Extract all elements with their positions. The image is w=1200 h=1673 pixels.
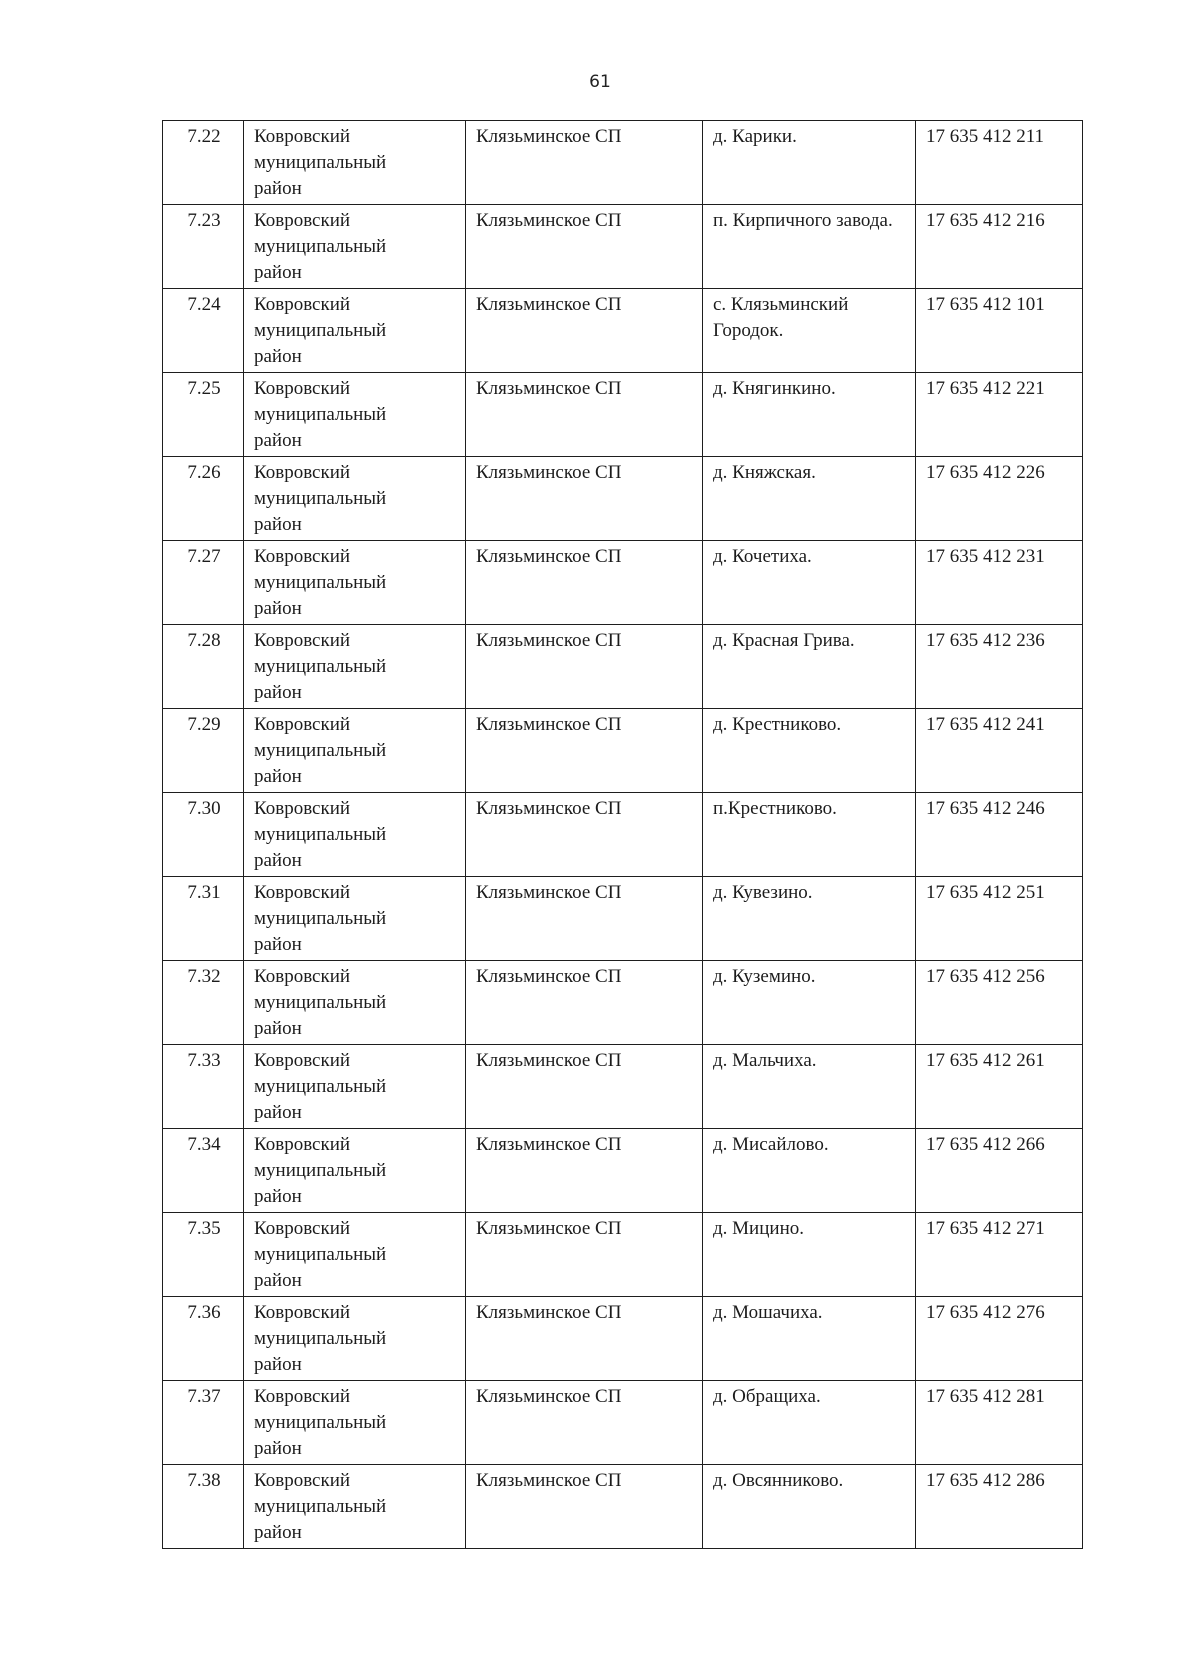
settlement-cell: Клязьминское СП <box>466 961 703 1045</box>
district-line: Ковровский <box>254 1134 351 1155</box>
district-cell <box>244 289 466 373</box>
district-cell <box>244 961 466 1045</box>
settlement-cell: Клязьминское СП <box>466 625 703 709</box>
district-line: Ковровский <box>254 294 351 315</box>
row-number-cell: 7.22 <box>163 121 244 205</box>
table-row <box>163 373 1083 457</box>
table-row <box>163 289 1083 373</box>
district-cell <box>244 793 466 877</box>
district-line: муниципальный <box>254 740 387 761</box>
district-line: район <box>254 430 302 451</box>
table-row <box>163 877 1083 961</box>
row-number-cell: 7.38 <box>163 1465 244 1549</box>
locality-cell: д. Мисайлово. <box>703 1129 916 1213</box>
district-cell <box>244 625 466 709</box>
district-line: Ковровский <box>254 1050 351 1071</box>
district-line: муниципальный <box>254 992 387 1013</box>
district-line: район <box>254 1018 302 1039</box>
district-cell <box>244 457 466 541</box>
locality-cell: д. Кувезино. <box>703 877 916 961</box>
okato-code-cell: 17 635 412 236 <box>916 625 1083 709</box>
okato-code-cell: 17 635 412 256 <box>916 961 1083 1045</box>
district-line: муниципальный <box>254 404 387 425</box>
district-line: муниципальный <box>254 1412 387 1433</box>
district-cell <box>244 541 466 625</box>
locality-cell: д. Княгинкино. <box>703 373 916 457</box>
okato-code-cell: 17 635 412 246 <box>916 793 1083 877</box>
locality-cell: п.Крестниково. <box>703 793 916 877</box>
settlement-cell: Клязьминское СП <box>466 877 703 961</box>
row-number-cell: 7.26 <box>163 457 244 541</box>
district-line: Ковровский <box>254 1470 351 1491</box>
district-line: Ковровский <box>254 1386 351 1407</box>
district-line: район <box>254 346 302 367</box>
settlement-cell: Клязьминское СП <box>466 1465 703 1549</box>
district-line: муниципальный <box>254 572 387 593</box>
okato-code-cell: 17 635 412 271 <box>916 1213 1083 1297</box>
settlement-cell: Клязьминское СП <box>466 373 703 457</box>
district-cell <box>244 1297 466 1381</box>
row-number-cell: 7.30 <box>163 793 244 877</box>
district-cell <box>244 205 466 289</box>
locality-cell: д. Овсянниково. <box>703 1465 916 1549</box>
district-line: Ковровский <box>254 630 351 651</box>
locality-cell: д. Карики. <box>703 121 916 205</box>
locality-cell: д. Красная Грива. <box>703 625 916 709</box>
district-line: муниципальный <box>254 1496 387 1517</box>
district-line: Ковровский <box>254 882 351 903</box>
row-number-cell: 7.28 <box>163 625 244 709</box>
district-cell <box>244 373 466 457</box>
district-line: район <box>254 934 302 955</box>
district-line: муниципальный <box>254 908 387 929</box>
district-line: муниципальный <box>254 488 387 509</box>
table-row <box>163 961 1083 1045</box>
district-line: район <box>254 262 302 283</box>
table-row <box>163 1465 1083 1549</box>
settlement-cell: Клязьминское СП <box>466 1213 703 1297</box>
district-line: муниципальный <box>254 1328 387 1349</box>
district-line: муниципальный <box>254 1076 387 1097</box>
table-body <box>163 121 1083 1549</box>
row-number-cell: 7.37 <box>163 1381 244 1465</box>
okato-code-cell: 17 635 412 231 <box>916 541 1083 625</box>
row-number-cell: 7.23 <box>163 205 244 289</box>
okato-code-cell: 17 635 412 276 <box>916 1297 1083 1381</box>
row-number-cell: 7.32 <box>163 961 244 1045</box>
table-row <box>163 121 1083 205</box>
row-number-cell: 7.25 <box>163 373 244 457</box>
okato-code-cell: 17 635 412 286 <box>916 1465 1083 1549</box>
okato-code-cell: 17 635 412 226 <box>916 457 1083 541</box>
settlement-cell: Клязьминское СП <box>466 793 703 877</box>
district-line: район <box>254 1522 302 1543</box>
district-line: муниципальный <box>254 1160 387 1181</box>
district-line: район <box>254 514 302 535</box>
district-cell <box>244 1381 466 1465</box>
settlement-cell: Клязьминское СП <box>466 121 703 205</box>
table-row <box>163 709 1083 793</box>
table-row <box>163 1045 1083 1129</box>
locality-cell: п. Кирпичного завода. <box>703 205 916 289</box>
okato-code-cell: 17 635 412 261 <box>916 1045 1083 1129</box>
settlement-cell: Клязьминское СП <box>466 1129 703 1213</box>
row-number-cell: 7.29 <box>163 709 244 793</box>
table-row <box>163 541 1083 625</box>
table-row <box>163 1213 1083 1297</box>
locality-cell: д. Крестниково. <box>703 709 916 793</box>
district-cell <box>244 1045 466 1129</box>
locality-cell: д. Мошачиха. <box>703 1297 916 1381</box>
locality-cell: д. Княжская. <box>703 457 916 541</box>
table-row <box>163 1297 1083 1381</box>
district-line: Ковровский <box>254 1218 351 1239</box>
district-line: Ковровский <box>254 126 351 147</box>
table-row <box>163 1129 1083 1213</box>
locality-cell: д. Кочетиха. <box>703 541 916 625</box>
row-number-cell: 7.24 <box>163 289 244 373</box>
okato-code-cell: 17 635 412 241 <box>916 709 1083 793</box>
district-line: район <box>254 598 302 619</box>
district-line: муниципальный <box>254 1244 387 1265</box>
row-number-cell: 7.33 <box>163 1045 244 1129</box>
locality-cell: с. Клязьминский Городок. <box>703 289 916 373</box>
settlement-cell: Клязьминское СП <box>466 1297 703 1381</box>
table-row <box>163 793 1083 877</box>
district-line: район <box>254 1354 302 1375</box>
district-cell <box>244 1213 466 1297</box>
settlement-cell: Клязьминское СП <box>466 289 703 373</box>
settlement-cell: Клязьминское СП <box>466 205 703 289</box>
district-line: район <box>254 766 302 787</box>
district-line: Ковровский <box>254 546 351 567</box>
okato-code-cell: 17 635 412 101 <box>916 289 1083 373</box>
row-number-cell: 7.36 <box>163 1297 244 1381</box>
okato-code-cell: 17 635 412 281 <box>916 1381 1083 1465</box>
district-line: район <box>254 682 302 703</box>
district-cell <box>244 121 466 205</box>
row-number-cell: 7.35 <box>163 1213 244 1297</box>
locality-cell: д. Мицино. <box>703 1213 916 1297</box>
settlement-cell: Клязьминское СП <box>466 457 703 541</box>
settlements-table <box>162 120 1083 1549</box>
okato-code-cell: 17 635 412 251 <box>916 877 1083 961</box>
row-number-cell: 7.31 <box>163 877 244 961</box>
district-line: район <box>254 1186 302 1207</box>
district-line: муниципальный <box>254 320 387 341</box>
district-line: район <box>254 1438 302 1459</box>
table-row <box>163 457 1083 541</box>
row-number-cell: 7.27 <box>163 541 244 625</box>
locality-cell: д. Обращиха. <box>703 1381 916 1465</box>
district-line: Ковровский <box>254 210 351 231</box>
district-line: район <box>254 178 302 199</box>
district-line: муниципальный <box>254 656 387 677</box>
locality-cell: д. Куземино. <box>703 961 916 1045</box>
table-row <box>163 205 1083 289</box>
district-line: Ковровский <box>254 966 351 987</box>
district-cell <box>244 1129 466 1213</box>
district-line: Ковровский <box>254 378 351 399</box>
page-number: 61 <box>589 72 611 92</box>
table-row <box>163 625 1083 709</box>
district-cell <box>244 709 466 793</box>
district-line: муниципальный <box>254 236 387 257</box>
row-number-cell: 7.34 <box>163 1129 244 1213</box>
okato-code-cell: 17 635 412 211 <box>916 121 1083 205</box>
district-line: муниципальный <box>254 152 387 173</box>
settlement-cell: Клязьминское СП <box>466 1045 703 1129</box>
okato-code-cell: 17 635 412 266 <box>916 1129 1083 1213</box>
district-line: район <box>254 1102 302 1123</box>
district-line: Ковровский <box>254 798 351 819</box>
district-cell <box>244 1465 466 1549</box>
okato-code-cell: 17 635 412 221 <box>916 373 1083 457</box>
settlement-cell: Клязьминское СП <box>466 541 703 625</box>
table-row <box>163 1381 1083 1465</box>
district-line: Ковровский <box>254 462 351 483</box>
locality-cell: д. Мальчиха. <box>703 1045 916 1129</box>
district-line: район <box>254 850 302 871</box>
district-line: район <box>254 1270 302 1291</box>
district-line: Ковровский <box>254 714 351 735</box>
district-line: муниципальный <box>254 824 387 845</box>
settlement-cell: Клязьминское СП <box>466 709 703 793</box>
settlement-cell: Клязьминское СП <box>466 1381 703 1465</box>
district-line: Ковровский <box>254 1302 351 1323</box>
okato-code-cell: 17 635 412 216 <box>916 205 1083 289</box>
district-cell <box>244 877 466 961</box>
